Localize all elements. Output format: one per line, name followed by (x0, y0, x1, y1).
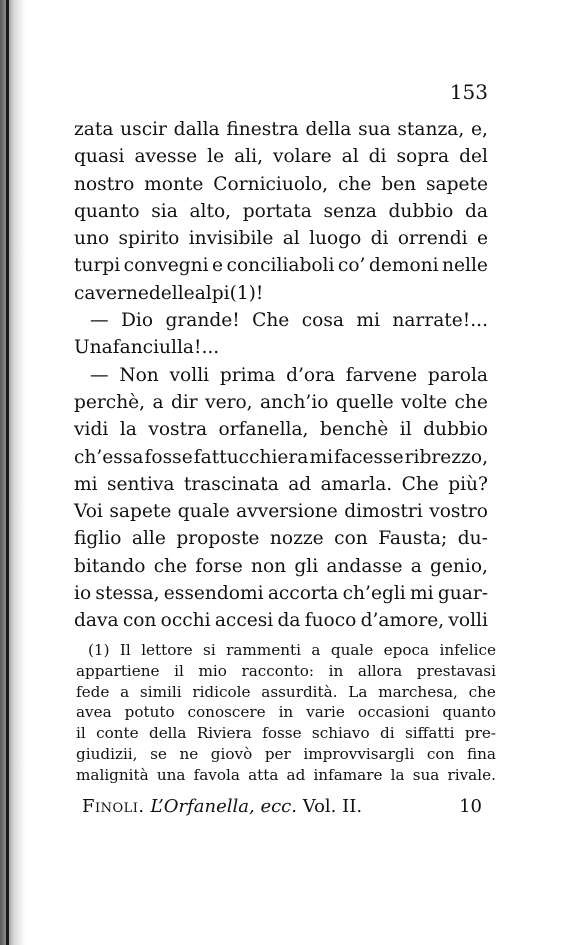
word: caverne (74, 282, 149, 304)
word: fattucchiera (193, 446, 309, 468)
footer-title-block (82, 796, 362, 817)
word: io (74, 583, 92, 605)
word: che (153, 555, 188, 577)
word: ne (179, 744, 199, 763)
word: conoscere (187, 703, 266, 722)
word: le (207, 146, 225, 168)
word: quasi (74, 146, 125, 168)
word: narrate!... (392, 310, 488, 332)
page-binding-edge (6, 0, 9, 945)
word: luogo (309, 228, 362, 250)
word: fanciulla!... (112, 337, 220, 359)
word: fuoco (304, 610, 357, 632)
text-line (74, 116, 488, 143)
word: ad (288, 473, 312, 495)
word: quale (177, 501, 230, 523)
word: prestavasi (416, 661, 496, 680)
word: di (370, 228, 389, 250)
word: invisibile (188, 228, 274, 250)
word: della (305, 119, 352, 140)
word: siffatti (404, 724, 455, 743)
word: il (399, 419, 412, 441)
text-line (74, 525, 488, 552)
word: stanza, (397, 119, 465, 140)
text-line (74, 416, 488, 443)
word: del (459, 146, 488, 168)
footnote-line (76, 744, 496, 765)
word: il (76, 724, 86, 743)
word: della (148, 724, 187, 743)
text-line (74, 171, 488, 198)
text-line (74, 334, 488, 361)
word: vidi (74, 419, 109, 441)
footnote-line (76, 682, 496, 703)
footer-title: L’Orfanella, ecc. (150, 796, 297, 817)
word: epoca (383, 641, 430, 659)
word: ch’egli (342, 583, 406, 605)
word: genio, (430, 555, 488, 577)
footnote-line (76, 640, 496, 661)
word: vostro (429, 501, 488, 523)
word: andasse (326, 555, 403, 577)
word: delle (148, 282, 195, 304)
word: simili (139, 682, 182, 701)
word: d’amore, (360, 610, 445, 632)
word: facesse (334, 446, 404, 468)
word: ad (286, 765, 306, 784)
word: Corniciuolo, (213, 173, 329, 195)
text-line (74, 225, 488, 252)
word: vero, (205, 391, 253, 413)
word: Dio (121, 310, 154, 332)
word: se (150, 744, 167, 763)
word: di (380, 724, 395, 743)
word: ribrezzo, (404, 446, 488, 468)
word: essendomi (163, 583, 264, 605)
word: proposte (176, 528, 260, 550)
word: accorta (267, 583, 339, 605)
word: a (410, 555, 422, 577)
word: da (277, 610, 301, 632)
word: fede (76, 682, 110, 701)
footnote-line (76, 723, 496, 744)
word: ridicole (192, 682, 251, 701)
footer-volume: Vol. II. (302, 796, 363, 817)
word: Voi (74, 501, 103, 523)
word: giudizii, (76, 744, 138, 763)
text-line (74, 607, 488, 634)
text-line (74, 471, 488, 498)
word: figlio (74, 528, 122, 550)
page-number: 153 (449, 80, 488, 104)
word: mio (198, 661, 227, 680)
word: più? (448, 473, 488, 495)
word: ch’essa (74, 446, 144, 468)
word: volare (272, 146, 332, 168)
footnote-line (76, 661, 496, 682)
word: rammenti (226, 641, 301, 659)
word: conciliaboli (226, 255, 335, 277)
word: benchè (319, 419, 389, 441)
word: zata (74, 119, 114, 140)
text-line (74, 498, 488, 525)
word: e (476, 228, 488, 250)
word: favola (193, 765, 240, 784)
word: Riviera (196, 724, 252, 743)
word: Che (252, 310, 290, 332)
word: in (328, 661, 344, 680)
word: da (464, 200, 488, 222)
word: varie (306, 703, 345, 722)
word: dava (74, 610, 119, 632)
word: quale (330, 641, 374, 659)
word: avea (76, 703, 112, 722)
word: fosse (262, 724, 302, 743)
word: sua (412, 765, 440, 784)
word: nostro (74, 173, 135, 195)
word: con (334, 528, 368, 550)
word: mi (410, 583, 434, 605)
word: sapete (109, 501, 172, 523)
word: (1) (88, 641, 110, 659)
word: per (264, 744, 291, 763)
word: che (337, 173, 372, 195)
word: anch’io (259, 391, 329, 413)
word: turpi (74, 255, 121, 277)
word: spirito (118, 228, 180, 250)
word: marchesa, (378, 682, 458, 701)
word: — (90, 364, 109, 386)
word: si (203, 641, 216, 659)
word: in (278, 703, 294, 722)
word: co’ (337, 255, 366, 277)
word: alpi (194, 282, 230, 304)
word: mi (74, 473, 98, 495)
word: amarla. (320, 473, 393, 495)
text-line (74, 553, 488, 580)
word: Il (119, 641, 131, 659)
word: Non (119, 364, 159, 386)
word: volte (401, 391, 448, 413)
word: nozze (269, 528, 324, 550)
word: uno (74, 228, 110, 250)
word: a (152, 391, 164, 413)
word: la (119, 419, 137, 441)
page-footer (82, 796, 482, 817)
word: stessa, (95, 583, 160, 605)
word: malignità (76, 765, 149, 784)
word: il (174, 661, 184, 680)
word: infelice (439, 641, 496, 659)
word: perchè, (74, 391, 146, 413)
word: potuto (124, 703, 175, 722)
word: infamare (313, 765, 383, 784)
word: — (90, 310, 109, 332)
word: occhi (160, 610, 211, 632)
word: avversione (236, 501, 338, 523)
text-line (74, 252, 488, 279)
word: mi (356, 310, 380, 332)
word: appartiene (76, 661, 160, 680)
word: demoni (368, 255, 439, 277)
word: al (282, 228, 300, 250)
footnote (76, 640, 496, 786)
word: dubbio (388, 200, 454, 222)
word: sentiva (106, 473, 175, 495)
text-line (74, 280, 488, 307)
text-line (74, 389, 488, 416)
word: quanto (74, 200, 140, 222)
word: ali, (234, 146, 263, 168)
word: pre- (464, 724, 496, 743)
word: sopra (396, 146, 450, 168)
word: quanto (442, 703, 496, 722)
word: vostra (148, 419, 208, 441)
text-line (74, 362, 488, 389)
text-line (74, 580, 488, 607)
word: e, (470, 119, 488, 140)
word: forse (195, 555, 243, 577)
word: volli (448, 610, 488, 632)
main-text (74, 116, 488, 635)
word: monte (144, 173, 204, 195)
word: con (426, 744, 455, 763)
word: non (251, 555, 287, 577)
word: convegni (123, 255, 209, 277)
text-line (74, 444, 488, 471)
page-spine-shadow (0, 0, 26, 945)
word: conte (96, 724, 139, 743)
word: gli (294, 555, 319, 577)
word: Una (74, 337, 113, 359)
word: rivale. (447, 765, 496, 784)
footnote-line (76, 702, 496, 723)
word: trascinata (183, 473, 279, 495)
word: uscir (120, 119, 167, 140)
word: (1)! (229, 282, 264, 304)
word: assurdità. (261, 682, 338, 701)
word: parola (427, 364, 488, 386)
word: ben (381, 173, 417, 195)
footer-author: Finoli. (82, 796, 145, 817)
word: prima (219, 364, 276, 386)
text-line (74, 143, 488, 170)
word: finestra (226, 119, 299, 140)
word: du- (457, 528, 488, 550)
word: alto, (189, 200, 232, 222)
word: mi (309, 446, 334, 468)
word: senza (323, 200, 377, 222)
word: allora (357, 661, 403, 680)
word: fina (466, 744, 496, 763)
word: volli (169, 364, 210, 386)
word: atta (248, 765, 279, 784)
word: quelle (335, 391, 394, 413)
word: racconto: (241, 661, 315, 680)
word: dalla (173, 119, 220, 140)
word: improvvisargli (303, 744, 415, 763)
word: giovò (210, 744, 253, 763)
word: d’ora (286, 364, 336, 386)
word: con (122, 610, 157, 632)
word: Che (401, 473, 439, 495)
word: La (348, 682, 368, 701)
word: Fausta; (378, 528, 448, 550)
word: avesse (134, 146, 198, 168)
word: e (212, 255, 224, 277)
footnote-line (76, 765, 496, 786)
word: dimostri (344, 501, 423, 523)
word: orrendi (397, 228, 468, 250)
word: occasioni (357, 703, 430, 722)
word: di (368, 146, 387, 168)
word: accesi (214, 610, 274, 632)
word: che (468, 682, 496, 701)
word: orfanella, (218, 419, 309, 441)
word: sua (358, 119, 391, 140)
word: sapete (425, 173, 488, 195)
text-line (74, 198, 488, 225)
word: che (454, 391, 488, 413)
word: cosa (301, 310, 344, 332)
word: grande! (165, 310, 240, 332)
word: portata (242, 200, 312, 222)
word: la (390, 765, 405, 784)
word: a (120, 682, 130, 701)
word: guar- (437, 583, 488, 605)
word: dir (170, 391, 198, 413)
word: nelle (442, 255, 488, 277)
word: a (311, 641, 321, 659)
word: dubbio (423, 419, 488, 441)
word: lettore (141, 641, 193, 659)
footer-signature: 10 (459, 796, 482, 817)
word: alle (131, 528, 166, 550)
text-line (74, 307, 488, 334)
word: una (156, 765, 186, 784)
word: schiavo (311, 724, 370, 743)
word: sia (151, 200, 178, 222)
word: fosse (144, 446, 193, 468)
word: farvene (345, 364, 418, 386)
word: al (341, 146, 359, 168)
word: bitando (74, 555, 146, 577)
